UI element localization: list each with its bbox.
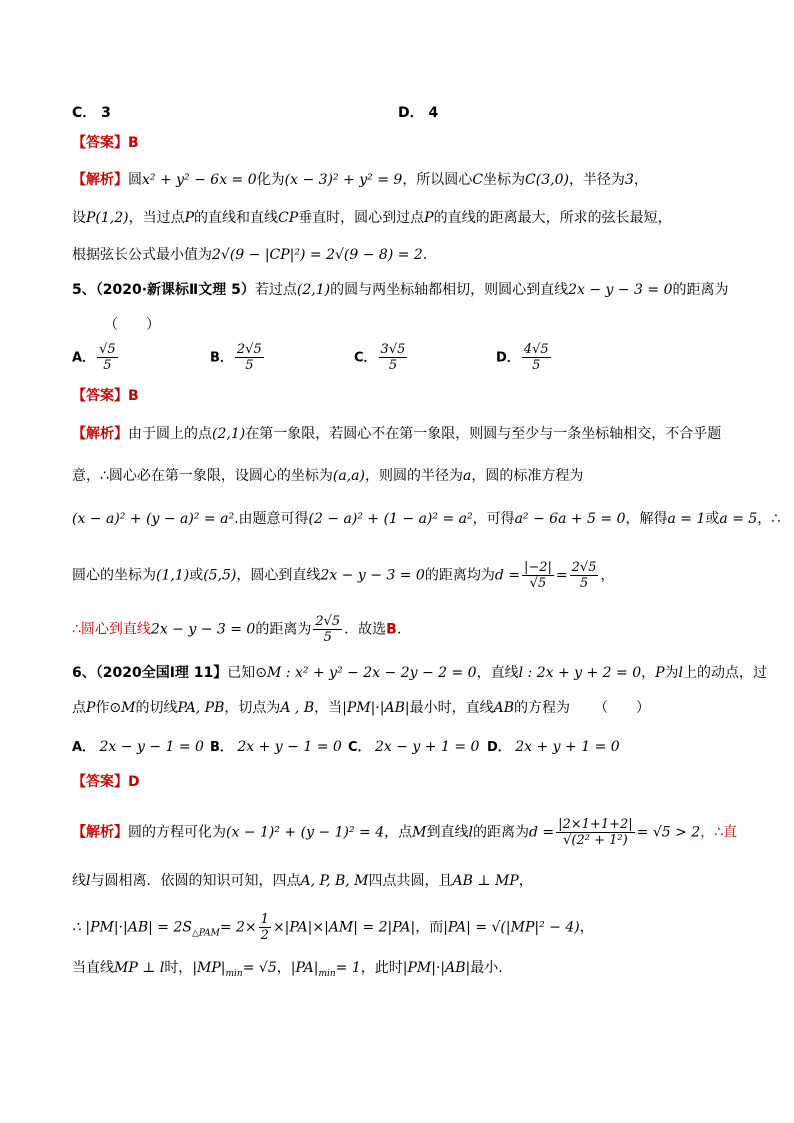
q6-option-d: D． 2x + y + 1 = 0 — [487, 739, 620, 755]
q5-option-c: C． $\frac{3√5}{5}$ — [354, 342, 406, 373]
q4-answer: 【答案】B — [72, 135, 139, 151]
q6-option-b: B． 2x + y − 1 = 0 — [210, 739, 342, 755]
q4-analysis-line3: 根据弦长公式最小值为2√(9 − |CP|²) = 2√(9 − 8) = 2． — [72, 247, 437, 263]
option-d-prev: D． 4 — [398, 105, 439, 121]
q6-stem-line1: 6、（2020全国Ⅰ理 11】已知⊙M : x² + y² − 2x − 2y − 2 = 0，直线l : 2x + y + 2 = 0，P为l上的动点，过 — [72, 665, 768, 681]
q5-stem: 5、（2020·新课标Ⅱ文理 5）若过点(2,1)的圆与两坐标轴都相切，则圆心到直线2x − y − 3 = 0的距离为 — [72, 282, 729, 298]
q6-answer: 【答案】D — [72, 774, 140, 790]
q6-analysis-line1: 【解析】圆的方程可化为(x − 1)² + (y − 1)² = 4，点M到直线l的距离为d = $\frac{|2\times 1+1+2|}{\text{√(2² + 1²)}}$ = √5 > 2，∴直 — [72, 817, 738, 848]
q6-analysis-line2: 线l与圆相离．依圆的知识可知，四点A, P, B, M四点共圆，且AB ⊥ MP， — [72, 873, 533, 889]
q6-option-a: A． 2x − y − 1 = 0 — [72, 739, 204, 755]
q6-stem-line2: 点P作⊙M的切线PA, PB，切点为A , B，当|PM|·|AB|最小时，直线AB的方程为 （ ） — [72, 700, 650, 716]
q5-analysis-line5: ∴圆心到直线2x − y − 3 = 0的距离为 $\frac{2√5}{5}$ ．故选B． — [72, 614, 411, 645]
option-c-prev: C． 3 — [72, 105, 111, 121]
q6-option-c: C． 2x − y + 1 = 0 — [348, 739, 480, 755]
q5-option-a: A． $\frac{√5}{5}$ — [72, 342, 116, 373]
q5-analysis-line3: (x − a)² + (y − a)² = a².由题意可得(2 − a)² + (1 − a)² = a²，可得a² − 6a + 5 = 0，解得a = 1或a = 5，∴ — [72, 511, 781, 527]
q5-paren: （ ） — [104, 317, 160, 333]
q4-analysis-line1: 【解析】圆x² + y² − 6x = 0化为(x − 3)² + y² = 9，所以圆心C坐标为C(3,0)，半径为3， — [72, 172, 648, 188]
q5-answer: 【答案】B — [72, 388, 139, 404]
q5-analysis-line4: 圆心的坐标为(1,1)或(5,5)，圆心到直线2x − y − 3 = 0的距离均为d = $\frac{|-2|}{√5}$ = $\frac{2√5}{5}$ ， — [72, 560, 615, 591]
q6-analysis-line3: ∴ $|PM|\cdot|AB| = 2S_{\triangle PAM}= 2\times$ $\frac{1}{2}$ ×|PA|×|AM| = 2|PA|，而|PA| = √(|MP|² − 4)， — [72, 912, 594, 943]
q5-option-d: D． $\frac{4√5}{5}$ — [496, 342, 549, 373]
q6-analysis-line4: 当直线MP ⊥ l时，$|MP|_{min}= √5$，$|PA|_{min}= 1$，此时|PM|·|AB|最小． — [72, 960, 513, 979]
q5-analysis-line2: 意，∴圆心必在第一象限，设圆心的坐标为(a,a)，则圆的半径为a，圆的标准方程为 — [72, 468, 584, 484]
q5-option-b: B． $\frac{2√5}{5}$ — [210, 342, 262, 373]
q5-analysis-line1: 【解析】由于圆上的点(2,1)在第一象限，若圆心不在第一象限，则圆与至少与一条坐标轴相交，不合乎题 — [72, 426, 722, 442]
q4-analysis-line2: 设P(1,2)，当过点P的直线和直线CP垂直时，圆心到过点P的直线的距离最大，所求的弦长最短， — [72, 210, 672, 226]
